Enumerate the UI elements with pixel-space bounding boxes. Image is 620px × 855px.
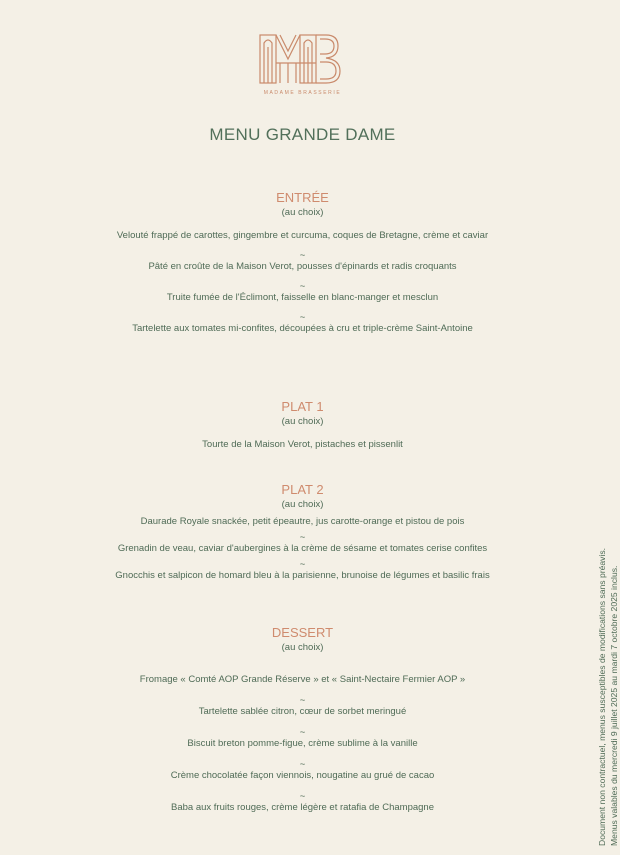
separator: ~ bbox=[299, 759, 306, 770]
section-title: PLAT 2 bbox=[281, 482, 324, 497]
menu-item: Biscuit breton pomme-figue, crème sublime à la vanille bbox=[187, 738, 418, 749]
section-dessert bbox=[0, 625, 605, 814]
separator: ~ bbox=[299, 559, 306, 570]
menu-item: Tartelette sablée citron, cœur de sorbet meringué bbox=[198, 706, 407, 717]
section-title: ENTRÉE bbox=[276, 190, 329, 205]
section-title: PLAT 1 bbox=[281, 399, 324, 414]
menu-title: MENU GRANDE DAME bbox=[209, 125, 396, 144]
section-subtitle: (au choix) bbox=[281, 416, 324, 427]
brand-name: MADAME BRASSERIE bbox=[263, 90, 342, 96]
menu-item: Gnocchis et salpicon de homard bleu à la parisienne, brunoise de légumes et basilic frais bbox=[115, 570, 490, 581]
separator: ~ bbox=[299, 727, 306, 738]
menu-item: Daurade Royale snackée, petit épeautre, jus carotte-orange et pistou de pois bbox=[140, 516, 465, 527]
madame-brasserie-logo-icon bbox=[258, 33, 342, 85]
section-plat1 bbox=[0, 399, 605, 451]
separator: ~ bbox=[299, 281, 306, 292]
menu-item: Truite fumée de l'Éclimont, faisselle en blanc-manger et mesclun bbox=[166, 292, 439, 303]
disclaimer-line-1: Document non contractuel, menus susceptibles de modifications sans préavis. bbox=[597, 547, 607, 846]
menu-item: Fromage « Comté AOP Grande Réserve » et « Saint-Nectaire Fermier AOP » bbox=[139, 674, 466, 685]
section-subtitle: (au choix) bbox=[281, 642, 324, 653]
menu-item: Pâté en croûte de la Maison Verot, pousses d'épinards et radis croquants bbox=[148, 261, 457, 272]
separator: ~ bbox=[299, 532, 306, 543]
section-plat2 bbox=[0, 482, 605, 582]
menu-item: Baba aux fruits rouges, crème légère et ratafia de Champagne bbox=[171, 802, 434, 813]
menu-item: Velouté frappé de carottes, gingembre et curcuma, coques de Bretagne, crème et caviar bbox=[116, 230, 489, 241]
separator: ~ bbox=[299, 791, 306, 802]
section-subtitle: (au choix) bbox=[281, 207, 324, 218]
disclaimer-line-2: Menus valables du mercredi 9 juillet 2025 au mardi 7 octobre 2025 inclus. bbox=[608, 565, 619, 846]
separator: ~ bbox=[299, 312, 306, 323]
menu-item: Grenadin de veau, caviar d'aubergines à la crème de sésame et tomates cerise confites bbox=[117, 543, 488, 554]
menu-item: Tartelette aux tomates mi-confites, découpées à cru et triple-crème Saint-Antoine bbox=[132, 323, 473, 334]
menu-item: Tourte de la Maison Verot, pistaches et pissenlit bbox=[202, 439, 403, 450]
separator: ~ bbox=[299, 250, 306, 261]
menu-item: Crème chocolatée façon viennois, nougatine au grué de cacao bbox=[170, 770, 435, 781]
section-entree bbox=[0, 190, 605, 335]
disclaimer bbox=[597, 548, 620, 846]
section-title: DESSERT bbox=[271, 625, 334, 640]
section-subtitle: (au choix) bbox=[281, 499, 324, 510]
separator: ~ bbox=[299, 695, 306, 706]
